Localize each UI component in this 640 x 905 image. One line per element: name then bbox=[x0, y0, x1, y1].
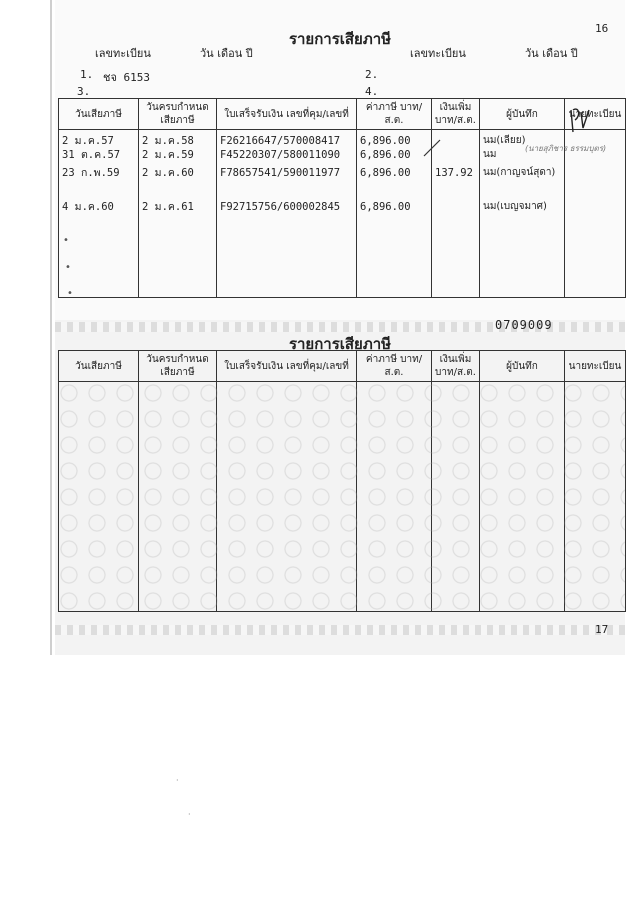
item-3-number: 3. bbox=[77, 85, 91, 98]
reg-no-label-left: เลขทะเบียน bbox=[95, 47, 151, 60]
col-header-recorder: ผู้บันทึก bbox=[480, 99, 565, 130]
cell-due-0: 2 ม.ค.58 bbox=[142, 135, 194, 147]
col-header-recorder: ผู้บันทึก bbox=[480, 351, 565, 382]
margin-mark: • bbox=[63, 235, 69, 246]
column-registrar bbox=[565, 382, 626, 612]
cell-tax-1: 6,896.00 bbox=[360, 149, 411, 161]
table-header-row bbox=[59, 99, 626, 130]
page-number: 17 bbox=[595, 623, 609, 636]
column-due bbox=[139, 130, 217, 298]
page-edge bbox=[50, 0, 52, 655]
cell-tax-2: 6,896.00 bbox=[360, 167, 411, 179]
cell-surcharge-3 bbox=[435, 200, 476, 214]
security-stripe bbox=[55, 625, 625, 635]
col-header-receipt: ใบเสร็จรับเงิน เลขที่คุม/เลขที่ bbox=[217, 99, 357, 130]
cell-tax-3: 6,896.00 bbox=[360, 201, 411, 213]
cell-due-3: 2 ม.ค.61 bbox=[142, 201, 194, 213]
column-due bbox=[139, 382, 217, 612]
table-header-row bbox=[59, 351, 626, 382]
cell-due-2: 2 ม.ค.60 bbox=[142, 167, 194, 179]
margin-mark: • bbox=[67, 288, 73, 299]
column-receipt bbox=[217, 382, 357, 612]
cell-receipt-2: F78657541/590011977 bbox=[220, 167, 341, 179]
cell-paid-1: 31 ต.ค.57 bbox=[62, 149, 121, 161]
item-1-number: 1. bbox=[80, 68, 94, 81]
cell-tax-0: 6,896.00 bbox=[360, 135, 411, 147]
column-tax bbox=[357, 130, 432, 298]
check-mark-icon bbox=[422, 138, 442, 160]
cell-surcharge-2: 137.92 bbox=[435, 167, 473, 179]
col-header-tax: ค่าภาษี บาท/ส.ต. bbox=[357, 99, 432, 130]
top-sheet bbox=[55, 0, 625, 330]
column-recorder bbox=[480, 382, 565, 612]
cell-paid-0: 2 ม.ค.57 bbox=[62, 135, 114, 147]
page-title: รายการเสียภาษี bbox=[288, 30, 392, 48]
col-header-paid: วันเสียภาษี bbox=[59, 99, 139, 130]
reg-no-label-right: เลขทะเบียน bbox=[410, 47, 466, 60]
cell-recorder-1: นม bbox=[483, 149, 497, 160]
cell-recorder-3: นม(เบญจมาศ) bbox=[483, 201, 547, 212]
column-tax bbox=[357, 382, 432, 612]
cell-paid-2: 23 ก.พ.59 bbox=[62, 167, 120, 179]
cell-receipt-0: F26216647/570008417 bbox=[220, 135, 341, 147]
col-header-registrar: นายทะเบียน bbox=[565, 99, 626, 130]
registrar-name-stamp: (นายสุภิชาร ธรรมบุตร) bbox=[525, 144, 607, 153]
date-label-right: วัน เดือน ปี bbox=[525, 47, 578, 60]
table-body-row bbox=[59, 382, 626, 612]
cell-paid-3: 4 ม.ค.60 bbox=[62, 201, 114, 213]
cell-due-1: 2 ม.ค.59 bbox=[142, 149, 194, 161]
col-header-surcharge: เงินเพิ่ม บาท/ส.ต. bbox=[432, 351, 480, 382]
date-label-left: วัน เดือน ปี bbox=[200, 47, 253, 60]
serial-fragment: 0709009 bbox=[495, 318, 553, 332]
tax-table-bottom bbox=[58, 350, 626, 612]
cell-recorder-2: นม(กาญจน์สุดา) bbox=[483, 167, 556, 178]
col-header-due: วันครบกำหนด เสียภาษี bbox=[139, 99, 217, 130]
item-4-number: 4. bbox=[365, 85, 379, 98]
cell-receipt-3: F92715756/600002845 bbox=[220, 201, 341, 213]
col-header-registrar: นายทะเบียน bbox=[565, 351, 626, 382]
page-number: 16 bbox=[595, 22, 609, 35]
tax-table-top bbox=[58, 98, 626, 298]
margin-mark: • bbox=[65, 262, 71, 273]
col-header-tax: ค่าภาษี บาท/ส.ต. bbox=[357, 351, 432, 382]
signature-mark bbox=[567, 104, 597, 136]
item-2-number: 2. bbox=[365, 68, 379, 81]
item-1-value: ชจ 6153 bbox=[103, 71, 151, 84]
column-paid bbox=[59, 382, 139, 612]
speck: · bbox=[176, 776, 179, 785]
page-title: รายการเสียภาษี bbox=[288, 335, 392, 353]
bottom-sheet bbox=[55, 320, 625, 655]
cell-recorder-0: นม(เลียย) bbox=[483, 135, 526, 146]
speck: · bbox=[188, 810, 191, 819]
col-header-due: วันครบกำหนด เสียภาษี bbox=[139, 351, 217, 382]
col-header-surcharge: เงินเพิ่ม บาท/ส.ต. bbox=[432, 99, 480, 130]
col-header-receipt: ใบเสร็จรับเงิน เลขที่คุม/เลขที่ bbox=[217, 351, 357, 382]
column-receipt bbox=[217, 130, 357, 298]
column-surcharge bbox=[432, 382, 480, 612]
cell-receipt-1: F45220307/580011090 bbox=[220, 149, 341, 161]
col-header-paid: วันเสียภาษี bbox=[59, 351, 139, 382]
